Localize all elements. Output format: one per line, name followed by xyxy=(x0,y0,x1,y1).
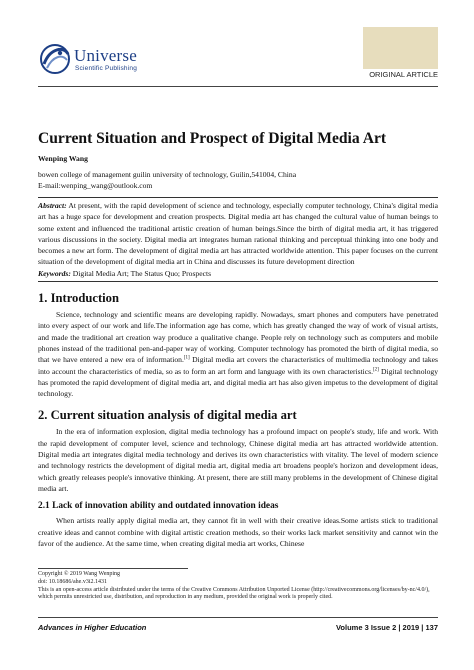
affiliation-text: bowen college of management guilin university of technology, Guilin,541004, China xyxy=(38,170,297,179)
citation-ref-1[interactable]: [1] xyxy=(183,355,190,361)
universe-logo-icon xyxy=(38,42,72,76)
keywords-label: Keywords: xyxy=(38,268,71,278)
page-info: Volume 3 Issue 2 | 2019 | 137 xyxy=(335,623,438,632)
copyright-line: Copyright © 2019 Wang Wenping xyxy=(38,571,121,577)
current-situation-paragraph: In the era of information explosion, digital media technology has a profound impact on people's study, life and work. With the rapid development of computer level, science and technology, Chinese digital media art has attracted worldwide attention. Digital media art integrates digital media technology and derives its own characteristics with vitality. The level of modern science and technology restricts the development of digital media art, digital media art broadens people's horizon and development ideas, which greatly releases people's innovative thinking. At present, there are still many problems in the development of Chinese digital media art. xyxy=(38,427,438,493)
subsection-paragraph: When artists really apply digital media art, they cannot fit in well with their creative ideas.Some artists stick to traditional creative ideas and cannot combine with digital artistic creation methods, so their works lack market sensitivity and cannot win the favor of the audience. At the same time, when creating digital media art works, Chinese xyxy=(38,516,438,548)
page-header xyxy=(0,0,474,92)
publisher-name: Universe xyxy=(74,46,137,65)
intro-text-b: Digital media art covers the characteristics of multimedia technology and takes into account the characteristics of media, so as to form an art form and language with its own characteristics. xyxy=(38,355,438,376)
intro-text-a: Science, technology and scientific means are developing rapidly. Nowadays, smart phones and computers have penetrated into every aspect of our work and life.The information age has come, which has greatly changed the way of work of visual artists, and made the traditional art creation way produce a qualitative change. People rely on technology such as computers and mobile phones instead of the traditional pen-and-paper way of working. Computer technology has promoted the birth of digital media, so that we have entered a new era of information. xyxy=(38,310,438,365)
abstract-box xyxy=(38,197,438,282)
journal-name: Advances in Higher Education xyxy=(38,623,147,632)
article-type-label: ORIGINAL ARTICLE xyxy=(369,70,438,79)
publisher-logo xyxy=(38,42,168,78)
header-divider xyxy=(38,86,438,87)
license-text: This is an open-access article distributed under the terms of the Creative Commons Attribution Unported License (http://creativecommons.org/licenses/by-nc/4.0/), which permits unrestricted use, distribution, and reproduction in any medium, provided the original work is properly cited. xyxy=(38,586,430,601)
doi-line[interactable]: doi: 10.18686/ahe.v3i2.1431 xyxy=(38,578,107,585)
keywords-text: Digital Media Art; The Status Quo; Prospects xyxy=(70,268,212,278)
footnotes xyxy=(38,571,438,602)
journal-cover-thumbnail xyxy=(363,27,438,69)
author-affiliation xyxy=(38,169,438,191)
abstract-text: At present, with the rapid development of science and technology, especially computer technology, China's digital media art has a huge space for development and creation prospects. Digital media art has changed the cultural value of human beings to some extent and influenced the traditional artistic creation of human beings.Since the birth of digital media art, it has triggered various discussions in the society. Digital media art integrates human rational thinking and perceptual thinking into one body and becomes a new art form. The development of digital media art has attracted worldwide attention. This paper focuses on the current situation of the development of digital media art in China and discusses its future development direction xyxy=(38,201,438,267)
citation-ref-2[interactable]: [2] xyxy=(372,367,379,373)
page-footer xyxy=(38,617,438,635)
abstract-paragraph xyxy=(38,200,438,268)
section-heading-current-situation: 2. Current situation analysis of digital media art xyxy=(38,408,297,423)
introduction-paragraph xyxy=(38,309,438,399)
keywords-line xyxy=(38,268,438,279)
publisher-subtitle: Scientific Publishing xyxy=(75,65,138,72)
section-heading-introduction: 1. Introduction xyxy=(38,291,119,306)
subsection-heading-2-1: 2.1 Lack of innovation ability and outdated innovation ideas xyxy=(38,501,279,512)
author-email: E-mail:wenping_wang@outlook.com xyxy=(38,181,153,190)
author-name: Wenping Wang xyxy=(38,154,88,163)
article-body xyxy=(38,96,438,549)
paper-title: Current Situation and Prospect of Digital Media Art xyxy=(38,130,387,147)
abstract-label: Abstract: xyxy=(38,201,67,210)
footnote-divider xyxy=(38,568,188,569)
intro-text-c: Digital technology has promoted the rapid development of digital media art, and digital media art has also given impetus to the development of digital technology. xyxy=(38,366,438,399)
